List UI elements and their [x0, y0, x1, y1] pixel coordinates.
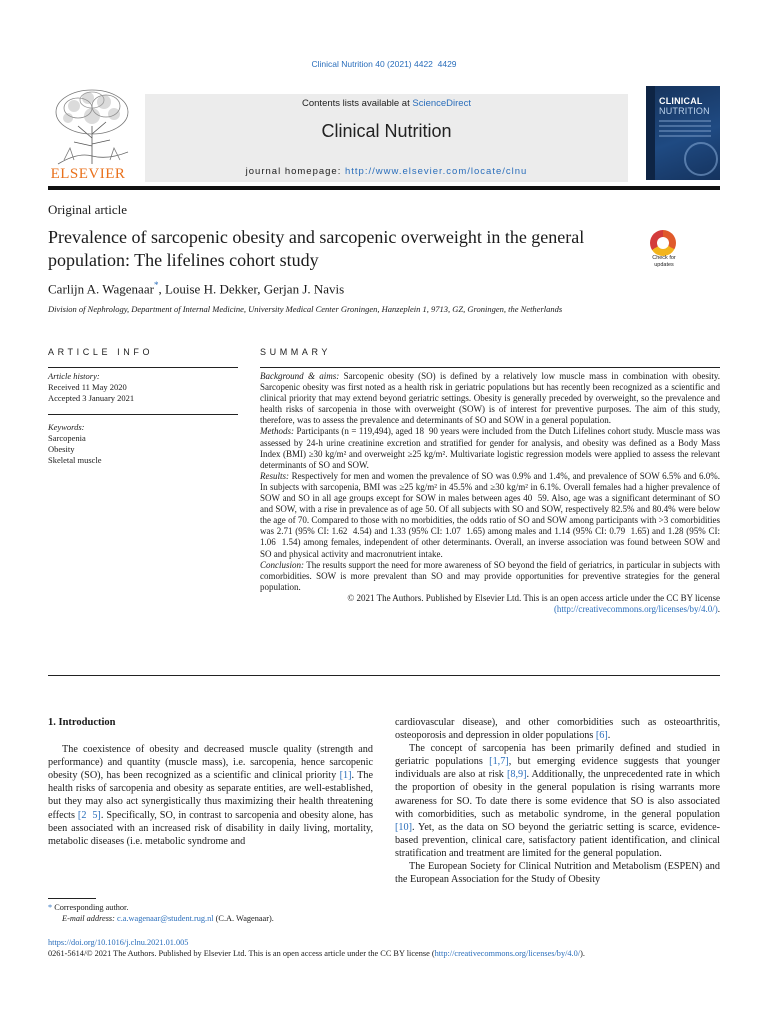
- intro-text: , but emerging evidence suggests that younger individuals are also at risk: [395, 756, 720, 781]
- background-label: Background & aims:: [260, 371, 340, 381]
- reference-link[interactable]: [1]: [339, 770, 352, 782]
- abstract-conclusion: [260, 560, 720, 593]
- license-end: .: [717, 603, 720, 614]
- check-for-updates-badge[interactable]: [644, 228, 684, 268]
- abstract-methods: [260, 426, 720, 470]
- summary-rule: [260, 367, 720, 368]
- body-column-left: [48, 716, 373, 848]
- intro-text: . Specifically, SO, in contrast to sarcopenia and obesity alone, has been associated with an increased risk of disability in daily living, mortality, metabolic diseases (i.e. metabolic syndrome and: [48, 809, 373, 847]
- reference-link[interactable]: [6]: [595, 730, 608, 742]
- keyword: Skeletal muscle: [48, 455, 102, 465]
- email-owner: (C.A. Wagenaar).: [213, 914, 274, 923]
- elsevier-logo[interactable]: [48, 86, 138, 186]
- abstract: [260, 371, 720, 615]
- intro-text: . Yet, as the data on SO beyond the geriatric setting is scarce, evidence-based prevention, clinical care, satisfactory patient identification, and clinical stratification and treatment are limited for the general population.: [395, 821, 720, 859]
- article-info-heading: ARTICLE INFO: [48, 347, 154, 357]
- abstract-bottom-rule: [48, 675, 720, 676]
- intro-text: The concept of sarcopenia has been primarily defined and studied in geriatric populations: [395, 743, 720, 768]
- homepage-prefix: journal homepage:: [245, 166, 345, 177]
- corresponding-text: Corresponding author.: [52, 903, 129, 912]
- elsevier-tree-icon: [48, 86, 136, 166]
- sciencedirect-link[interactable]: ScienceDirect: [412, 98, 471, 109]
- affiliation: Division of Nephrology, Department of Internal Medicine, University Medical Center Groningen, Hanzeplein 1, 9713, GZ, Groningen, the Netherlands: [48, 304, 563, 314]
- journal-header: [48, 86, 720, 186]
- intro-paragraph-1-cont: [395, 716, 720, 742]
- article-type: Original article: [48, 202, 128, 217]
- issn-line: [48, 948, 585, 959]
- corresponding-author-mark[interactable]: *: [153, 280, 159, 290]
- journal-homepage-link[interactable]: http://www.elsevier.com/locate/clnu: [345, 166, 528, 177]
- issn-text: 0261-5614/© 2021 The Authors. Published by Elsevier Ltd. This is an open access article under the CC BY license (: [48, 949, 435, 958]
- cover-ring-decoration: [684, 142, 718, 176]
- email-label: E-mail address:: [62, 914, 115, 923]
- received-date: Received 11 May 2020: [48, 382, 127, 392]
- check-updates-label: Check for updates: [652, 255, 676, 268]
- results-label: Results:: [260, 470, 289, 481]
- methods-label: Methods:: [260, 426, 294, 437]
- intro-paragraph-3: [395, 860, 720, 886]
- doi-link[interactable]: https://doi.org/10.1016/j.clnu.2021.01.005: [48, 938, 189, 947]
- methods-text: Participants (n = 119,494), aged 18 90 years were included from the Dutch Lifelines cohort study. Muscle mass was assessed by 24-h urine creatinine excretion and stratified for gender for analysis, and obesity was defined as a Body Mass Index (BMI) ≥30 kg/m² and overweight ≥25 kg/m². Multivariate logistic regression models were applied to assess the relevant determinants of SO and SOW.: [260, 426, 720, 470]
- intro-text: The European Society for Clinical Nutrition and Metabolism (ESPEN) and the European Association for the Study of Obesity: [395, 861, 720, 886]
- issn-end: ).: [580, 949, 585, 958]
- abstract-results: [260, 471, 720, 560]
- author-rest: , Louise H. Dekker, Gerjan J. Navis: [158, 281, 345, 297]
- reference-link[interactable]: [10]: [395, 821, 412, 833]
- journal-band: [145, 94, 628, 182]
- author-list: [48, 280, 344, 297]
- journal-citation[interactable]: Clinical Nutrition 40 (2021) 4422 4429: [311, 59, 457, 69]
- check-updates-icon: [650, 230, 676, 256]
- cover-title-line2: NUTRITION: [659, 106, 710, 116]
- contents-prefix: Contents lists available at: [302, 98, 413, 109]
- cover-stripe: [646, 86, 655, 180]
- keyword: Sarcopenia: [48, 433, 86, 443]
- intro-text: .: [607, 730, 611, 742]
- author-first[interactable]: Carlijn A. Wagenaar: [48, 281, 154, 297]
- reference-link[interactable]: [8,9]: [506, 769, 527, 781]
- license-link[interactable]: (http://creativecommons.org/licenses/by/4.0/): [553, 603, 718, 614]
- journal-title: Clinical Nutrition: [321, 121, 452, 141]
- email-link[interactable]: c.a.wagenaar@student.rug.nl: [117, 914, 214, 923]
- keyword: Obesity: [48, 444, 75, 454]
- copyright-text: © 2021 The Authors. Published by Elsevier Ltd. This is an open access article under the CC BY license: [347, 592, 720, 603]
- conclusion-label: Conclusion:: [260, 559, 304, 570]
- cover-decoration: [659, 120, 711, 140]
- reference-link[interactable]: [2 5]: [77, 809, 101, 821]
- intro-text: cardiovascular disease), and other comorbidities such as osteoarthritis, osteoporosis and depression in older populations: [395, 717, 720, 742]
- info-divider: [48, 414, 238, 415]
- reference-link[interactable]: [1,7]: [489, 756, 509, 768]
- article-info-rule: [48, 367, 238, 368]
- email-line: [48, 913, 373, 924]
- article-info: [48, 371, 238, 466]
- corresponding-note: [48, 902, 373, 913]
- accepted-date: Accepted 3 January 2021: [48, 393, 135, 403]
- intro-text: . The health risks of sarcopenia and obesity as separate entities, are well-established, but they may also act synergistically thus maximizing their health threatening effects: [48, 770, 374, 821]
- footnote-rule: [48, 898, 96, 899]
- keywords-label: Keywords:: [48, 422, 85, 432]
- footnote: [48, 902, 373, 924]
- body-column-right: [395, 716, 720, 886]
- issn-license-link[interactable]: http://creativecommons.org/licenses/by/4.0/: [434, 949, 581, 958]
- header-rule: [48, 186, 720, 190]
- intro-text: . Additionally, the unprecedented rate in which the proportion of obesity in the general population is rising warrants more awareness for SO. To date there is some evidence that SO is also associated with comorbidities, such as metabolic syndrome, in the general population: [395, 769, 721, 820]
- elsevier-wordmark: ELSEVIER: [50, 166, 126, 182]
- background-text: Sarcopenic obesity (SO) is defined by a relatively low muscle mass in combination with obesity. Sarcopenic obesity was first noted as a health risk in geriatric populations but has recently been recognized as a scientific and clinical priority that may extend beyond geriatric settings. Obesity is generally preceded by overweight, so the prevalence and health risks of sarcopenia in those with overweight (SOW) is of interest for preventive purposes. The aim of this study, therefore, was to assess the prevalence and determinants of SO and SOW in a general population.: [260, 371, 720, 426]
- section-heading-introduction: 1. Introduction: [48, 717, 116, 728]
- doi-line: [48, 937, 188, 948]
- summary-heading: SUMMARY: [260, 347, 332, 357]
- journal-cover-image[interactable]: [646, 86, 720, 180]
- intro-paragraph-1: [48, 743, 373, 848]
- cover-title-line1: CLINICAL: [659, 96, 703, 106]
- abstract-copyright: [260, 593, 720, 615]
- results-text: Respectively for men and women the prevalence of SO was 0.9% and 1.4%, and prevalence of SOW 6.5% and 6.0%. In subjects with sarcopenia, BMI was ≥25 kg/m² in 45.5% and ≥30 kg/m² in 6.1%. Overall females had a higher prevalence of SOW and SO in all age groups except for SOW in males between ages 40 59. Also, age was a significant determinant of SO and SOW, with a rise in prevalence as of age 50. Of all subjects with SO and SOW, respectively 82.5% and 80.4% were below the age of 70. Compared to those with no morbidities, the odds ratio of SO and SOW among participants with >3 comorbidities was 2.71 (95% CI: 1.62 4.54) and 1.33 (95% CI: 1.07 1.65) among males and 1.14 (95% CI: 0.79 1.65) and 1.28 (95% CI: 1.06 1.54) among females, independent of other determinants. Overall, an inverse association was found between SOW and SO and physical activity and macronutrient intake.: [260, 470, 720, 559]
- conclusion-text: The results support the need for more awareness of SO beyond the field of geriatrics, in particular in subjects with comorbidities. SOW is more prevalent than SO and may provide opportunities for preventive strategies for the general population.: [260, 559, 720, 592]
- history-label: Article history:: [48, 371, 100, 381]
- contents-line: [145, 98, 628, 109]
- intro-paragraph-2: [395, 742, 720, 860]
- abstract-background: [260, 371, 720, 426]
- intro-text: The coexistence of obesity and decreased muscle quality (strength and performance) and quantity (muscle mass), i.e. sarcopenia, hence sarcopenic obesity (SO), has been recognized as a scientific and clinical priority: [48, 744, 373, 782]
- homepage-line: [145, 166, 628, 177]
- article-title: Prevalence of sarcopenic obesity and sarcopenic overweight in the general population: The lifelines cohort study: [48, 227, 585, 270]
- footnote-mark: *: [48, 903, 53, 912]
